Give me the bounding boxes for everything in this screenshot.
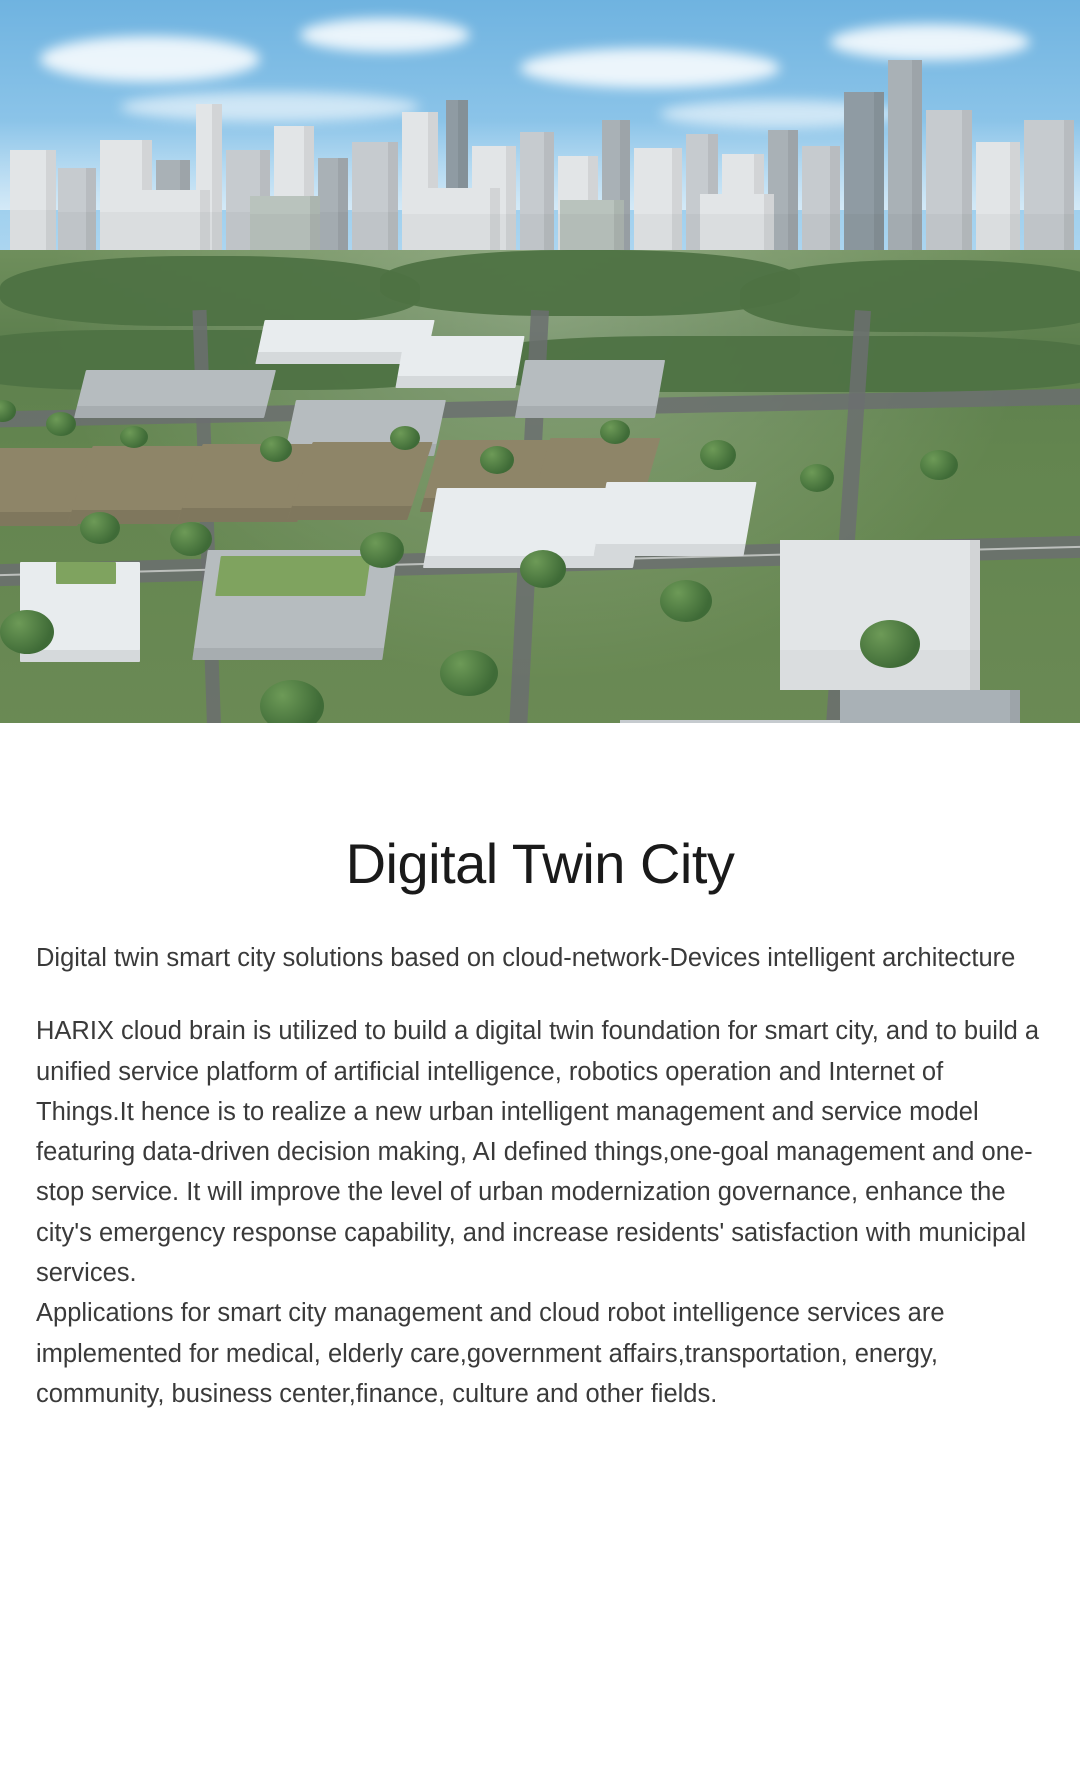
- article-content: [0, 833, 1080, 1564]
- bottom-spacer: [36, 1414, 1044, 1564]
- article-paragraph-2: Applications for smart city management and cloud robot intelligence services are implemented for medical, elderly care,government affairs,transportation, energy, community, business center,finance, culture and other fields.: [36, 1299, 945, 1408]
- city-ground-plane: [0, 250, 1080, 723]
- page-title: Digital Twin City: [345, 832, 735, 895]
- hero-cityscape-image: [0, 0, 1080, 723]
- article-lead-paragraph: Digital twin smart city solutions based on cloud-network-Devices intelligent architecture: [36, 943, 1016, 972]
- article-paragraph-1: HARIX cloud brain is utilized to build a digital twin foundation for smart city, and to build a unified service platform of artificial intelligence, robotics operation and Internet of Things.It hence is to realize a new urban intelligent management and service model featuring data-driven decision making, AI defined things,one-goal management and one-stop service. It will improve the level of urban modernization governance, enhance the city's emergency response capability, and increase residents' satisfaction with municipal services.: [36, 1017, 1040, 1288]
